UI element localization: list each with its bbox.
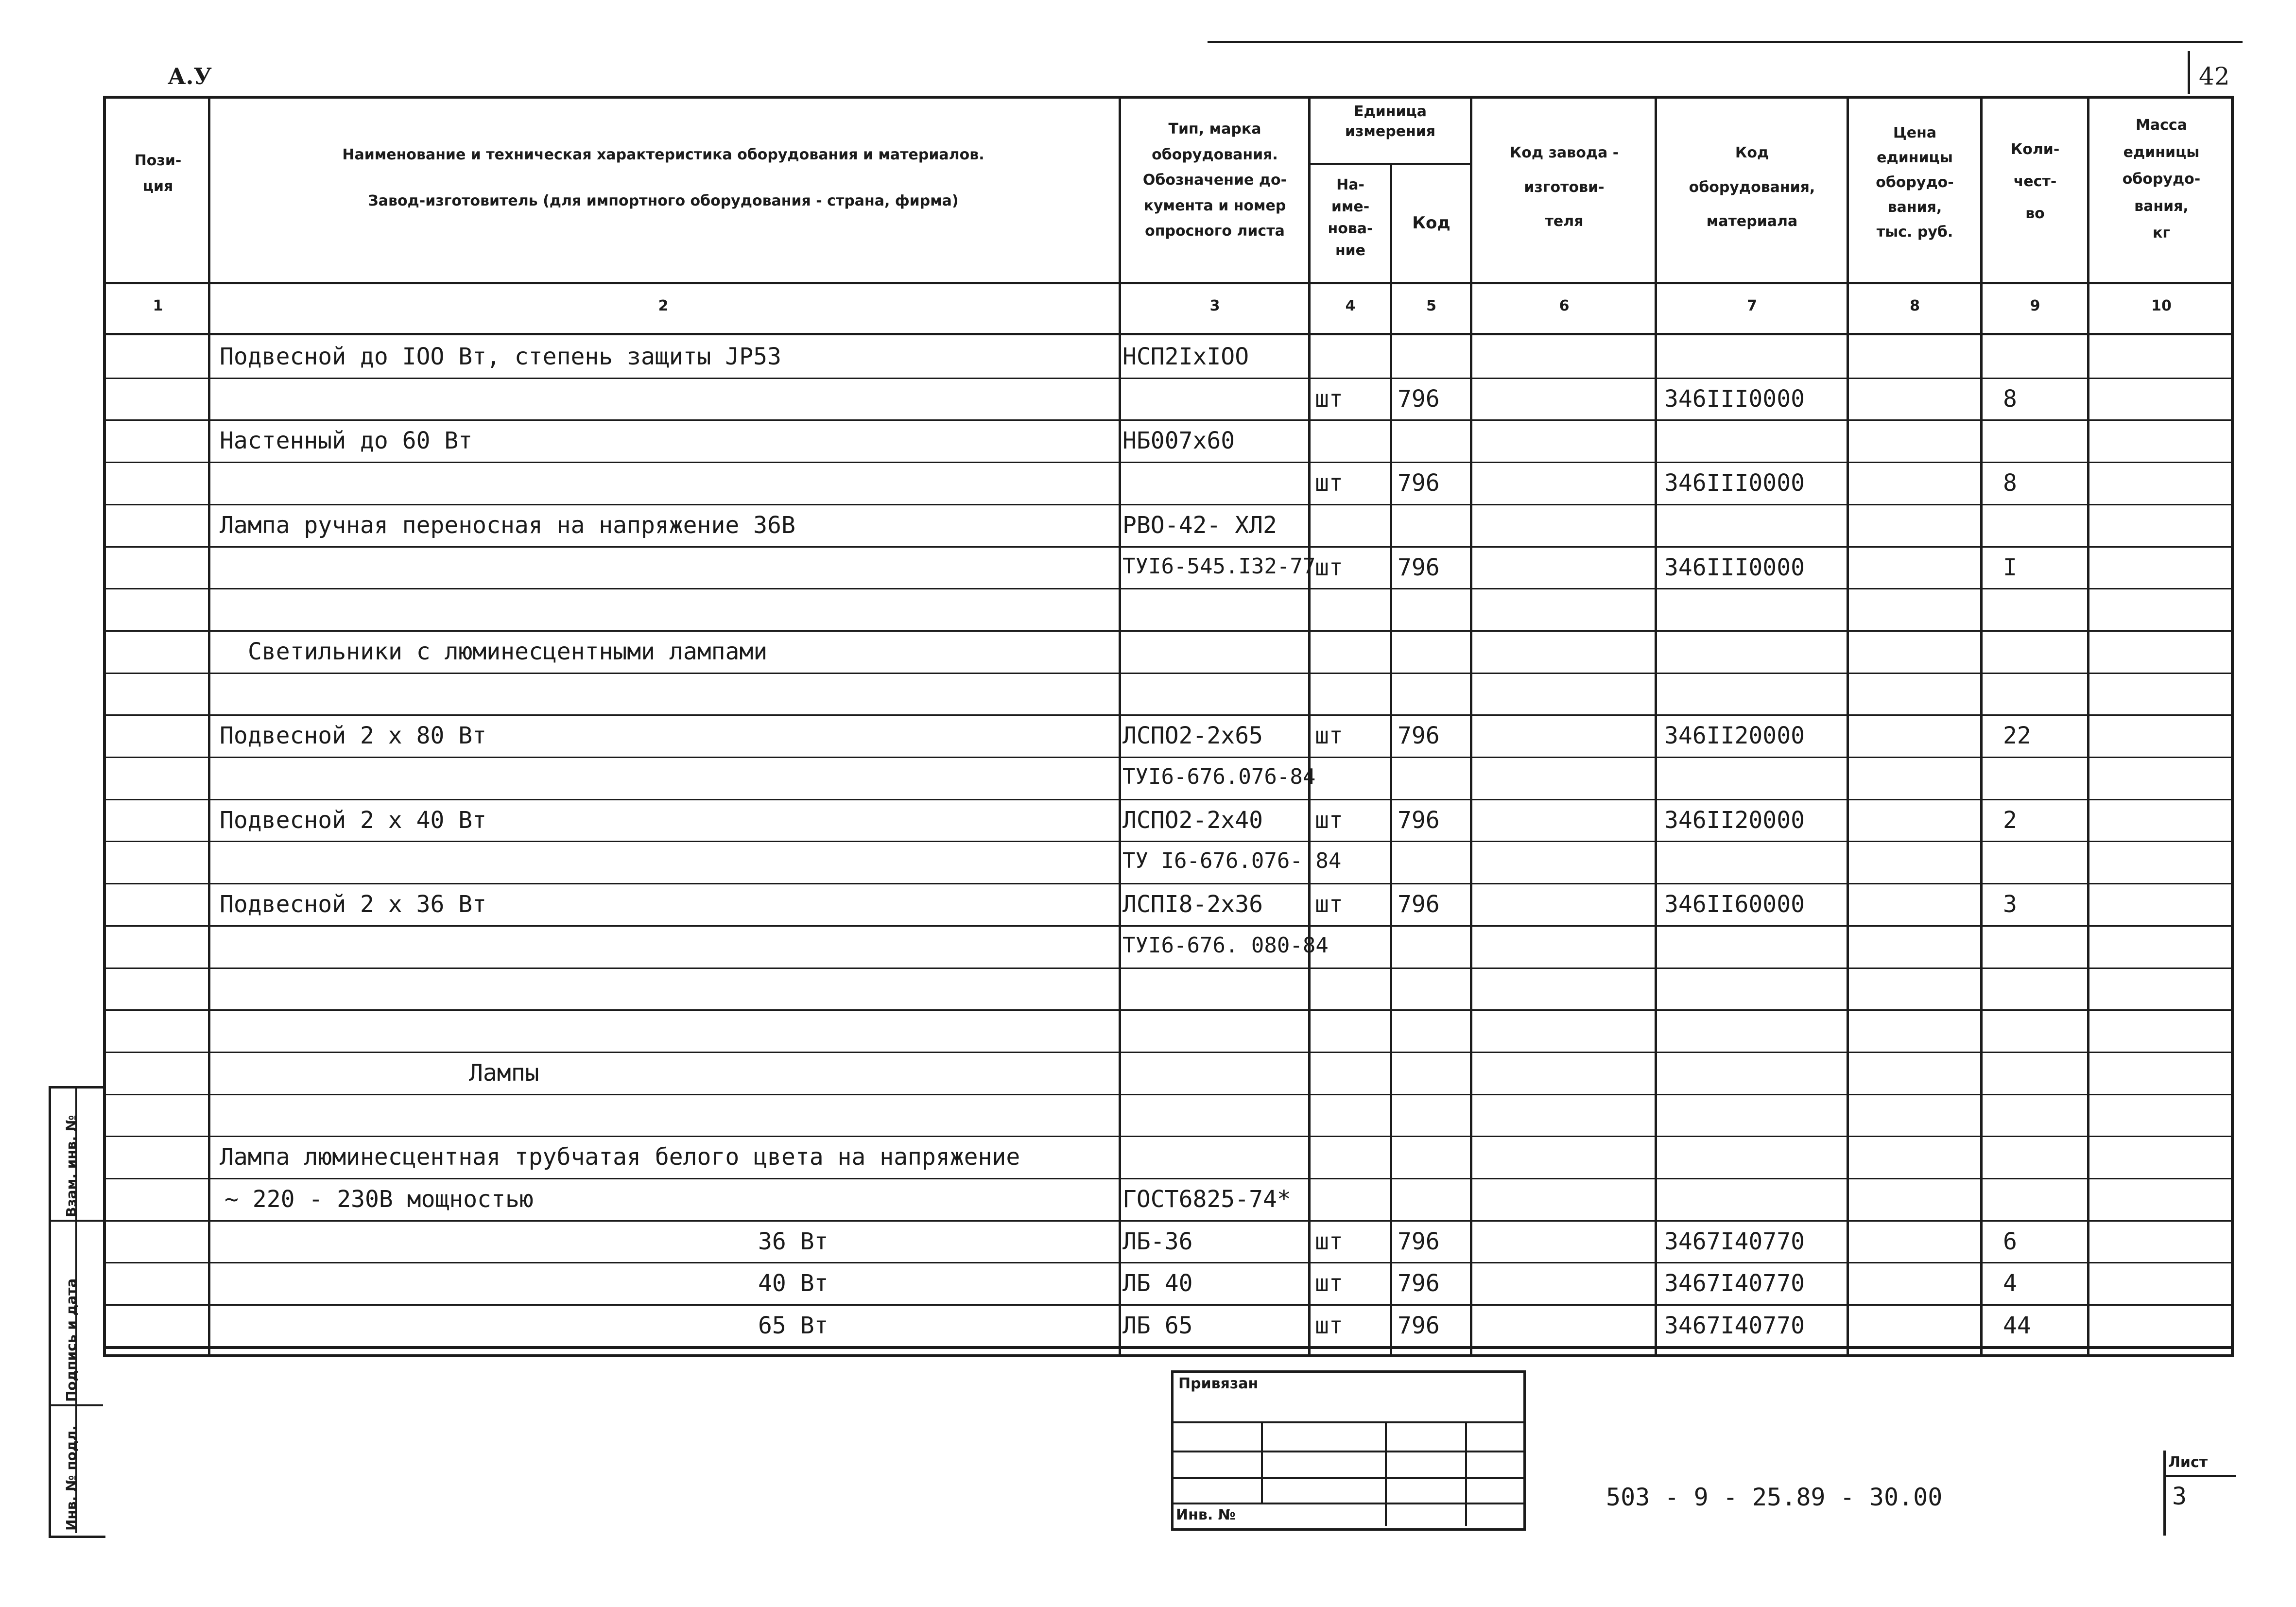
colnum-bottom-line <box>103 333 2234 335</box>
margin-strip-sep <box>49 1404 103 1406</box>
row-qty: 22 <box>2003 722 2031 750</box>
row-unit-code: 796 <box>1398 1270 1440 1297</box>
row-line <box>103 630 2234 632</box>
row-unit-code: 796 <box>1398 553 1440 581</box>
row-qty: I <box>2003 553 2017 581</box>
row-qty: 8 <box>2003 469 2017 497</box>
row-name: Подвесной 2 х 80 Вт <box>220 722 487 750</box>
row-line <box>103 883 2234 884</box>
row-type: ТУI6-545.I32-77 <box>1122 553 1316 579</box>
colnum-10: 10 <box>2151 297 2172 314</box>
row-line <box>103 1136 2234 1137</box>
row-line <box>103 378 2234 379</box>
row-unit-code: 796 <box>1398 722 1440 750</box>
col-line <box>1847 96 1849 1354</box>
header-unit-name: На- име- нова- ние <box>1328 176 1373 259</box>
row-unit-code: 796 <box>1398 385 1440 413</box>
stamp-line <box>1171 1503 1523 1504</box>
corner-mark: А.У <box>168 63 212 89</box>
col-line <box>1980 96 1983 1354</box>
row-line <box>103 673 2234 674</box>
row-line <box>103 1052 2234 1053</box>
row-code: 346III0000 <box>1664 553 1805 581</box>
row-unit: шт <box>1315 553 1343 581</box>
row-unit-code: 796 <box>1398 806 1440 834</box>
row-type: ТУI6-676. 080-84 <box>1122 933 1329 958</box>
row-name: Подвесной 2 х 36 Вт <box>220 891 487 918</box>
row-qty: 44 <box>2003 1312 2031 1340</box>
header-mass: Масса единицы оборудо- вания, кг <box>2122 117 2201 242</box>
row-qty: 6 <box>2003 1227 2017 1255</box>
col-line <box>208 96 210 1354</box>
top-rule <box>1208 41 2243 43</box>
col-line <box>1470 96 1472 1354</box>
row-line <box>103 546 2234 548</box>
row-qty: 8 <box>2003 385 2017 413</box>
margin-inv-podl: Инв. № подл. <box>63 1425 79 1531</box>
row-unit-code: 796 <box>1398 469 1440 497</box>
stamp-line <box>1171 1451 1523 1452</box>
row-line <box>103 1094 2234 1095</box>
row-code: 346II20000 <box>1664 806 1805 834</box>
body-bottom-line <box>103 1346 2234 1349</box>
colnum-4: 4 <box>1345 297 1356 314</box>
row-unit: шт <box>1315 1312 1343 1340</box>
row-line <box>103 841 2234 842</box>
row-line <box>103 757 2234 758</box>
col-line <box>1655 96 1657 1354</box>
row-qty: 2 <box>2003 806 2017 834</box>
row-line <box>103 1178 2234 1179</box>
row-line <box>103 419 2234 421</box>
stamp-privyazan: Привязан <box>1178 1375 1259 1392</box>
row-name: 65 Вт <box>758 1312 829 1340</box>
header-name-line2: Завод-изготовитель (для импортного оборудования - страна, фирма) <box>368 192 959 209</box>
stamp-line <box>1261 1421 1263 1504</box>
row-name: 40 Вт <box>758 1270 829 1297</box>
row-unit: шт <box>1315 722 1343 750</box>
row-line <box>103 1262 2234 1263</box>
row-line <box>103 925 2234 927</box>
row-type: ЛБ-36 <box>1122 1227 1193 1255</box>
sheet-box-mid <box>2163 1475 2236 1477</box>
row-code: 346III0000 <box>1664 469 1805 497</box>
sheet-box-left <box>2163 1451 2166 1536</box>
colnum-3: 3 <box>1209 297 1220 314</box>
row-line <box>103 714 2234 716</box>
header-price: Цена единицы оборудо- вания, тыс. руб. <box>1876 124 1954 241</box>
colnum-2: 2 <box>658 297 669 314</box>
header-bottom-line <box>103 282 2234 284</box>
header-unit-code: Код <box>1412 213 1450 233</box>
row-unit-code: 796 <box>1398 1312 1440 1340</box>
row-type: ЛБ 65 <box>1122 1312 1193 1340</box>
header-quantity: Коли- чест- во <box>2010 141 2060 222</box>
stamp-line <box>1171 1421 1523 1423</box>
row-line <box>103 799 2234 800</box>
stamp-inv-no: Инв. № <box>1176 1506 1236 1523</box>
document-code: 503 - 9 - 25.89 - 30.00 <box>1606 1483 1943 1511</box>
row-type: НБ007х60 <box>1122 427 1235 455</box>
sheet-label: Лист <box>2168 1454 2208 1471</box>
row-unit: шт <box>1315 806 1343 834</box>
row-code: 3467I40770 <box>1664 1270 1805 1297</box>
row-name: Лампа люминесцентная трубчатая белого цвета на напряжение <box>220 1143 1020 1171</box>
page-number: 42 <box>2199 62 2230 90</box>
margin-vzam-inv: Взам. инв. № <box>63 1115 79 1217</box>
row-type: ЛСПО2-2х40 <box>1122 806 1263 834</box>
header-type: Тип, марка оборудования. Обозначение до- кумента и номер опросного листа <box>1142 121 1287 240</box>
sheet-number: 3 <box>2172 1482 2187 1510</box>
colnum-9: 9 <box>2030 297 2040 314</box>
header-factory-code: Код завода - изготови- теля <box>1509 144 1619 230</box>
col-line <box>1119 96 1121 1354</box>
row-name: 36 Вт <box>758 1227 829 1255</box>
row-code: 346II60000 <box>1664 891 1805 918</box>
col-line <box>1390 163 1392 1354</box>
row-name: Подвесной до IOO Вт, степень защиты JP53 <box>220 343 781 370</box>
row-unit-code: 796 <box>1398 891 1440 918</box>
row-line <box>103 462 2234 463</box>
row-name: ~ 220 - 230В мощностью <box>224 1186 534 1213</box>
row-line <box>103 504 2234 505</box>
header-unit-group: Единица измерения <box>1345 103 1436 140</box>
row-name: Подвесной 2 х 40 Вт <box>220 806 487 834</box>
row-unit-code: 796 <box>1398 1227 1440 1255</box>
margin-podpis-data: Подпись и дата <box>63 1278 79 1402</box>
row-type: ЛСПI8-2х36 <box>1122 891 1263 918</box>
row-code: 3467I40770 <box>1664 1312 1805 1340</box>
row-code: 346II20000 <box>1664 722 1805 750</box>
colnum-1: 1 <box>153 297 163 314</box>
row-qty: 3 <box>2003 891 2017 918</box>
row-code: 3467I40770 <box>1664 1227 1805 1255</box>
row-unit: шт <box>1315 385 1343 413</box>
row-unit: шт <box>1315 1227 1343 1255</box>
colnum-5: 5 <box>1426 297 1436 314</box>
stamp-line <box>1465 1421 1467 1526</box>
col-line <box>1308 96 1311 1354</box>
colnum-6: 6 <box>1559 297 1570 314</box>
colnum-8: 8 <box>1910 297 1920 314</box>
header-equipment-code: Код оборудования, материала <box>1689 144 1815 230</box>
row-type: ЛБ 40 <box>1122 1270 1193 1297</box>
row-unit: шт <box>1315 891 1343 918</box>
row-name: Лампы <box>469 1059 539 1087</box>
row-line <box>103 588 2234 589</box>
header-name-line1: Наименование и техническая характеристика оборудования и материалов. <box>342 146 984 163</box>
row-name: Светильники с люминесцентными лампами <box>248 638 768 665</box>
row-code: 346III0000 <box>1664 385 1805 413</box>
margin-strip-sep <box>49 1220 103 1222</box>
header-sub-line <box>1308 163 1472 165</box>
row-unit: шт <box>1315 1270 1343 1297</box>
row-type: ТУI6-676.076-84 <box>1122 764 1316 789</box>
colnum-7: 7 <box>1747 297 1757 314</box>
row-line <box>103 1009 2234 1011</box>
row-qty: 4 <box>2003 1270 2017 1297</box>
row-type: ГОСТ6825-74* <box>1122 1186 1291 1213</box>
row-line <box>103 968 2234 969</box>
col-line <box>2087 96 2089 1354</box>
row-type: НСП2IxIOO <box>1122 343 1249 370</box>
row-type: ЛСПО2-2х65 <box>1122 722 1263 750</box>
header-position: Пози- ция <box>134 152 182 195</box>
row-type: РВО-42- ХЛ2 <box>1122 511 1277 539</box>
stamp-line <box>1171 1477 1523 1479</box>
row-unit: шт <box>1315 469 1343 497</box>
row-line <box>103 1304 2234 1306</box>
row-line <box>103 1220 2234 1222</box>
row-name: Лампа ручная переносная на напряжение 36В <box>220 511 795 539</box>
row-type: ТУ I6-676.076- 84 <box>1122 848 1342 874</box>
stamp-line <box>1385 1421 1387 1526</box>
row-name: Настенный до 60 Вт <box>220 427 473 455</box>
